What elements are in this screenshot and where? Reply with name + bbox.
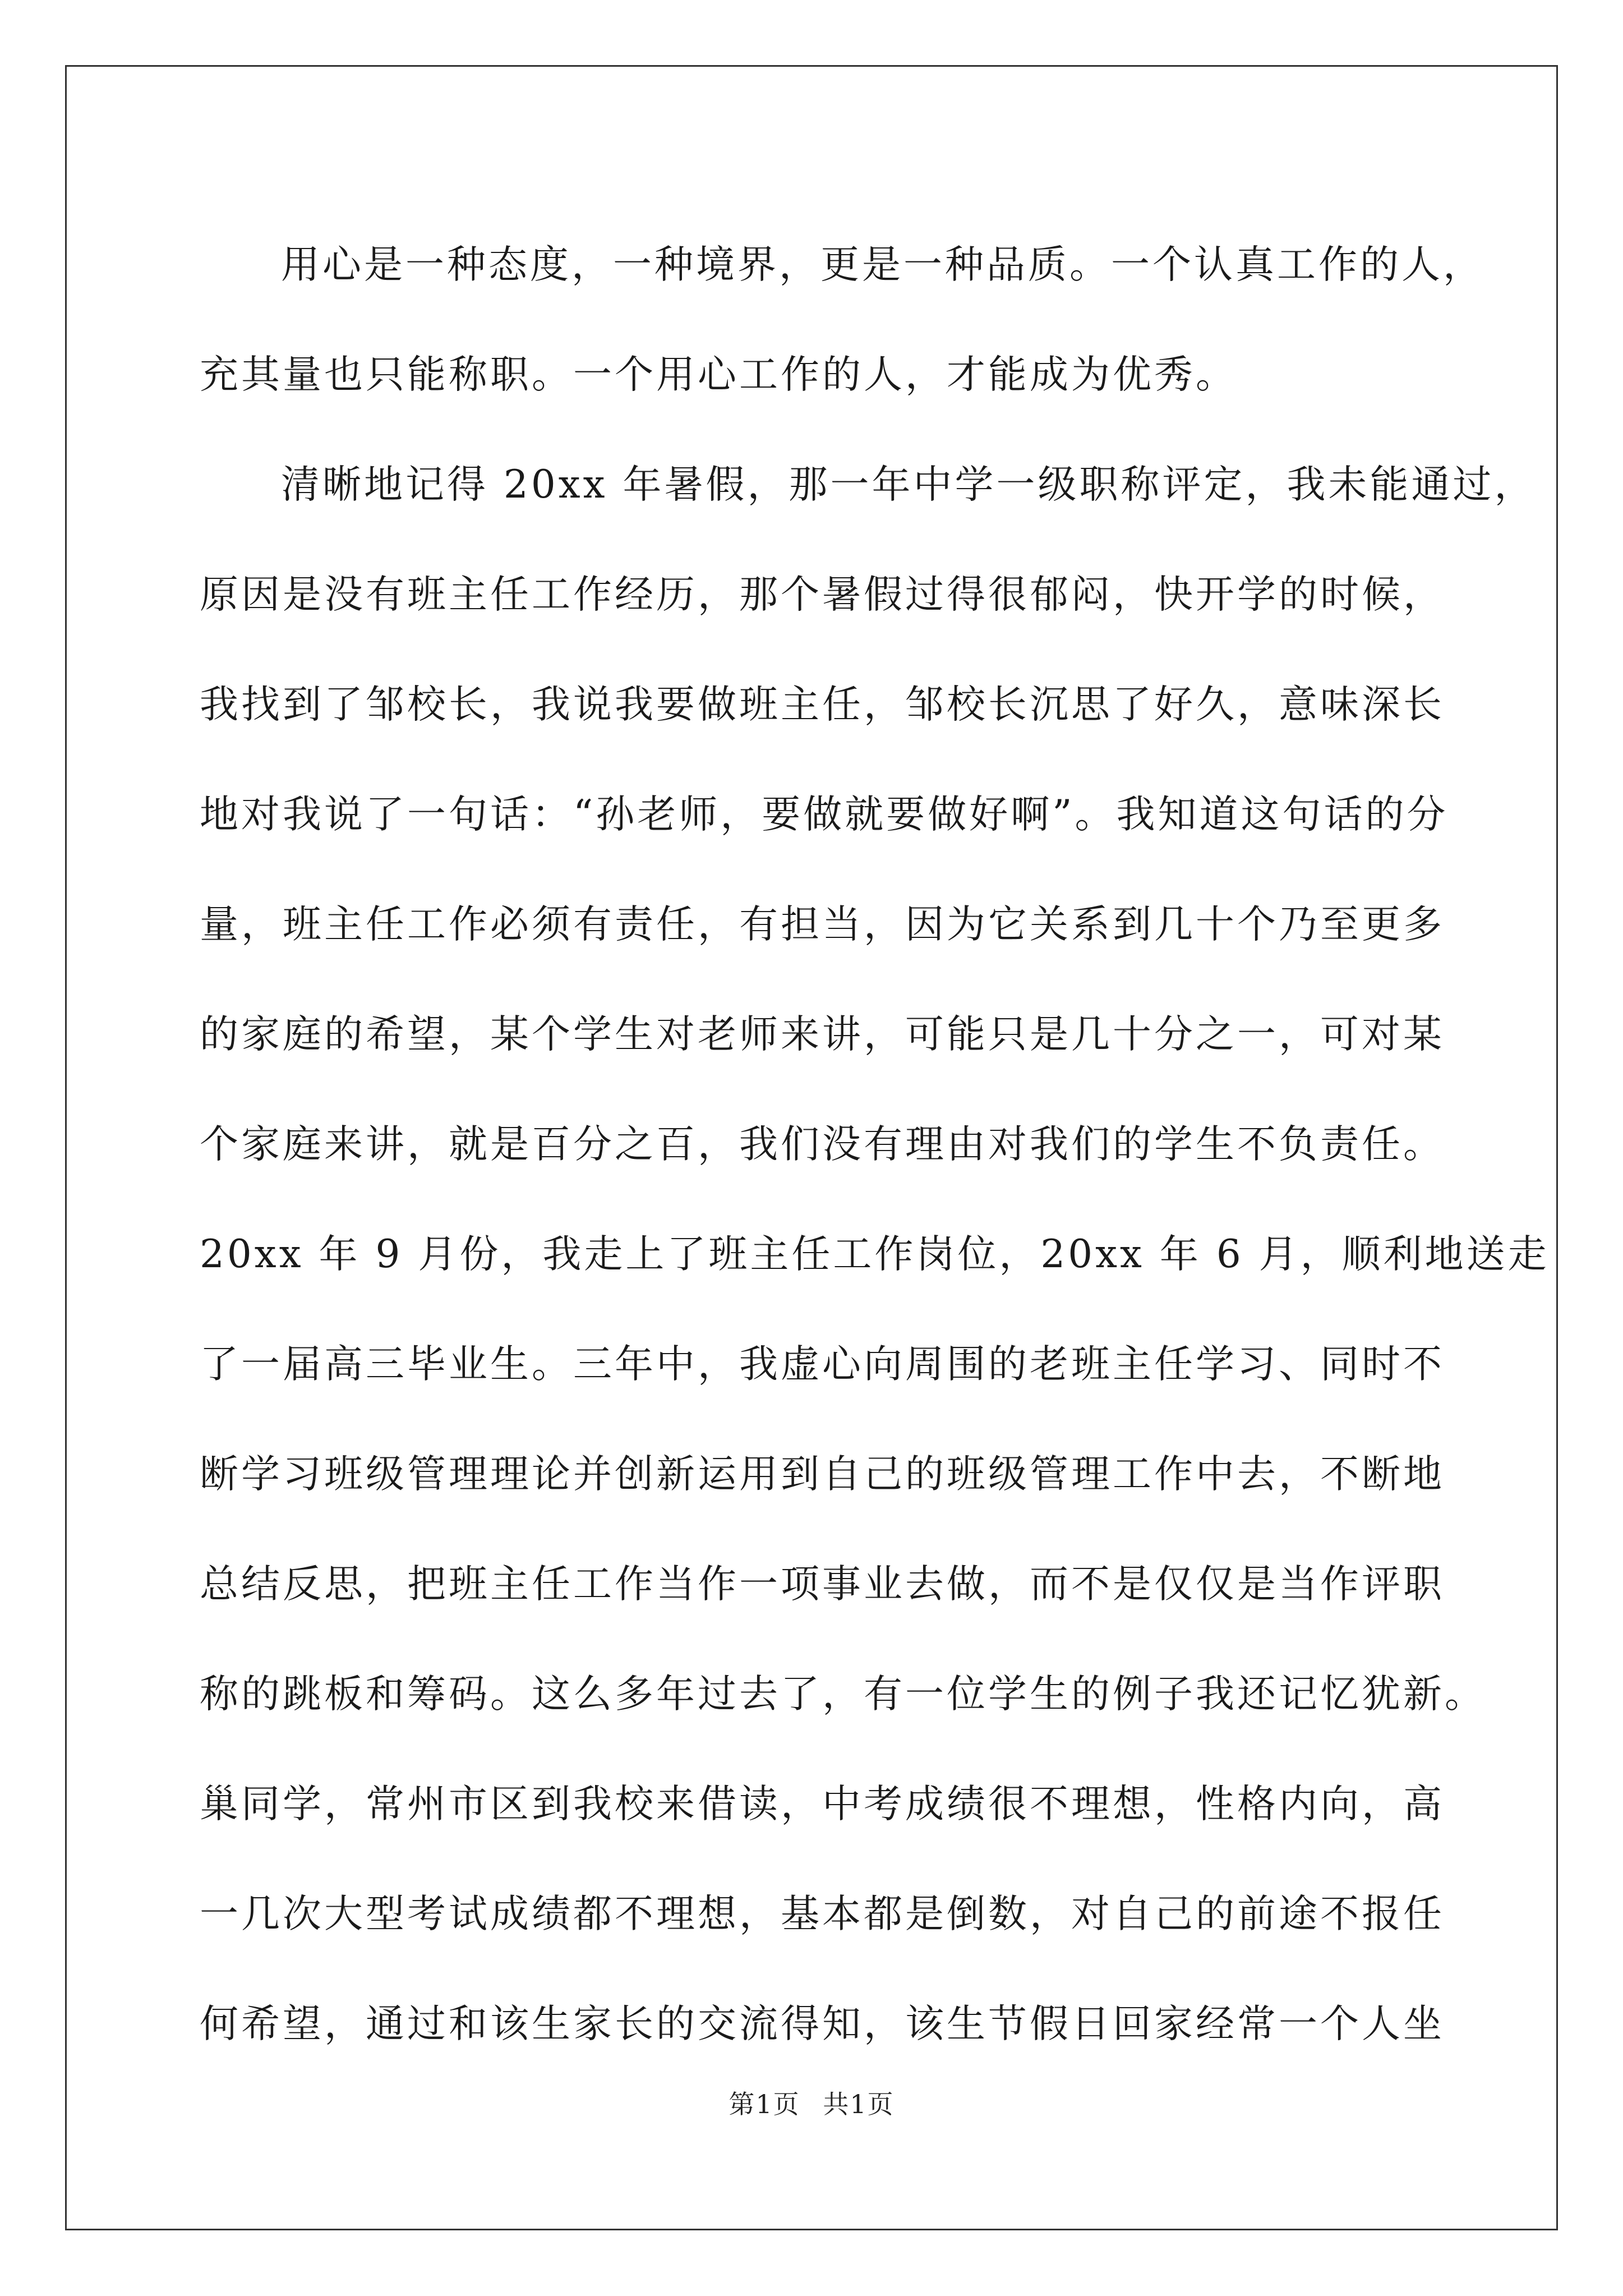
text-line: 个家庭来讲，就是百分之百，我们没有理由对我们的学生不负责任。 — [200, 1122, 1445, 1167]
text-line: 巢同学，常州市区到我校来借读，中考成绩很不理想，性格内向，高 — [200, 1782, 1445, 1826]
text-line: 原因是没有班主任工作经历，那个暑假过得很郁闷，快开学的时候， — [200, 572, 1445, 617]
text-line: 用心是一种态度，一种境界，更是一种品质。一个认真工作的人， — [281, 242, 1484, 287]
page-number-total: 共1页 — [823, 2089, 895, 2119]
text-line: 断学习班级管理理论并创新运用到自己的班级管理工作中去，不断地 — [200, 1452, 1445, 1497]
text-line: 20xx 年 9 月份，我走上了班主任工作岗位，20xx 年 6 月，顺利地送走 — [200, 1232, 1550, 1277]
text-line: 了一届高三毕业生。三年中，我虚心向周围的老班主任学习、同时不 — [200, 1342, 1445, 1387]
text-line: 何希望，通过和该生家长的交流得知，该生节假日回家经常一个人坐 — [200, 2001, 1445, 2046]
text-line: 总结反思，把班主任工作当作一项事业去做，而不是仅仅是当作评职 — [200, 1562, 1445, 1607]
text-line: 的家庭的希望，某个学生对老师来讲，可能只是几十分之一，可对某 — [200, 1012, 1445, 1057]
text-line: 充其量也只能称职。一个用心工作的人，才能成为优秀。 — [200, 352, 1237, 397]
text-line: 地对我说了一句话：“孙老师，要做就要做好啊”。我知道这句话的分 — [200, 792, 1449, 837]
page-footer — [0, 2084, 1623, 2121]
text-line: 量，班主任工作必须有责任，有担当，因为它关系到几十个乃至更多 — [200, 902, 1445, 947]
text-line: 我找到了邹校长，我说我要做班主任，邹校长沉思了好久，意味深长 — [200, 682, 1445, 727]
text-line: 称的跳板和筹码。这么多年过去了，有一位学生的例子我还记忆犹新。 — [200, 1672, 1486, 1717]
document-body — [200, 210, 1550, 2079]
page-number-current: 第1页 — [728, 2089, 800, 2119]
text-line: 一几次大型考试成绩都不理想，基本都是倒数，对自己的前途不报任 — [200, 1892, 1445, 1936]
text-line: 清晰地记得 20xx 年暑假，那一年中学一级职称评定，我未能通过， — [281, 462, 1536, 507]
